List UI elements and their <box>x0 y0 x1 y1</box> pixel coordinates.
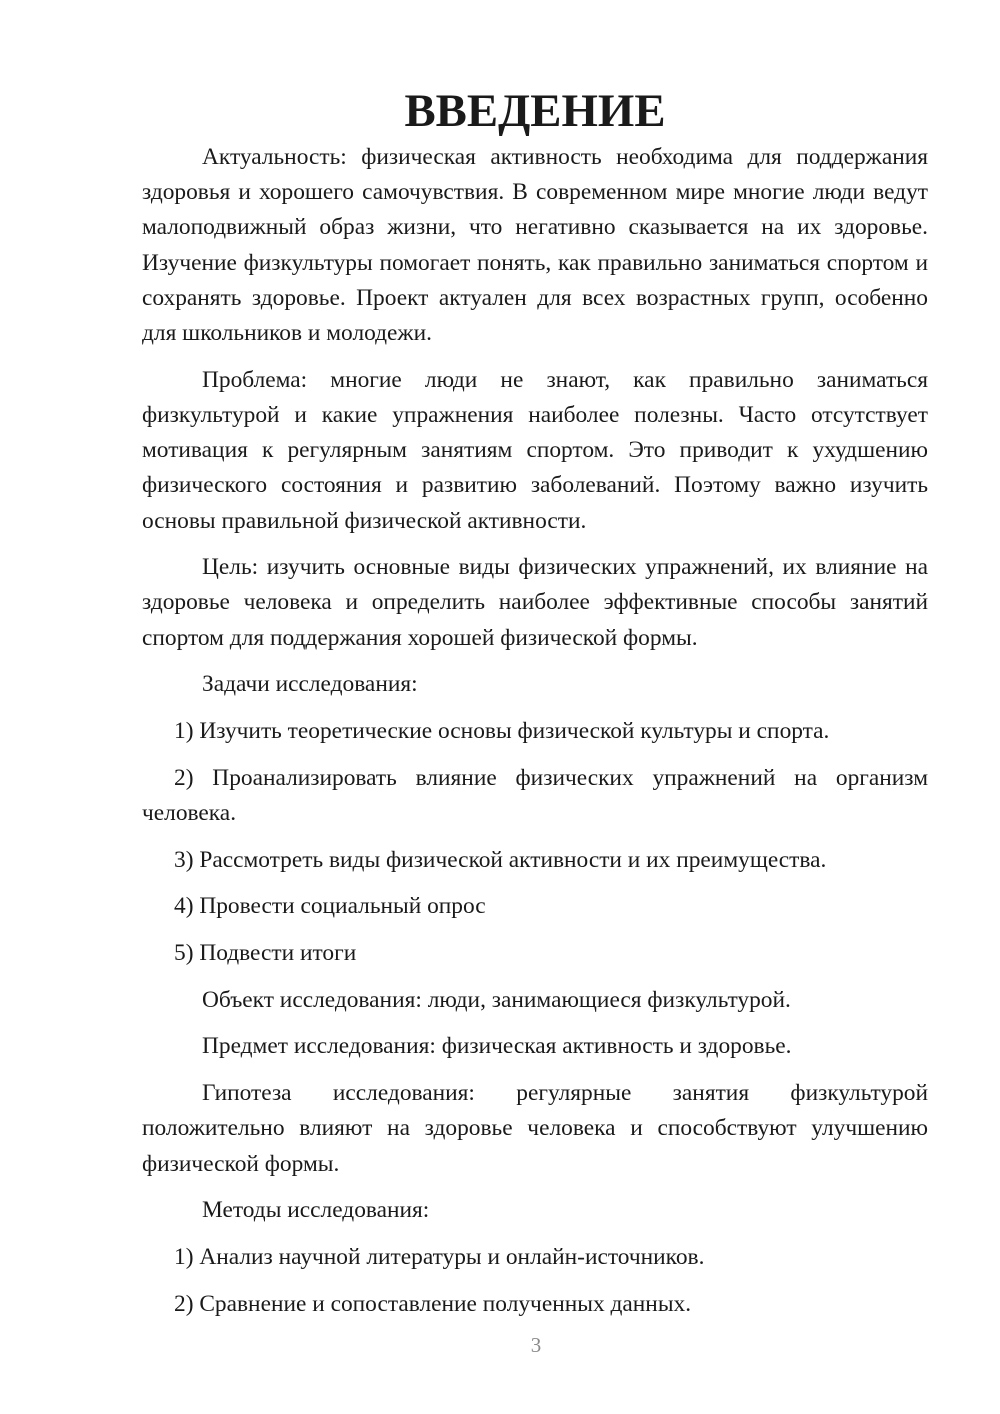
goal-paragraph: Цель: изучить основные виды физических упражнений, их влияние на здоровье человека и определить наиболее эффективные способы занятий спортом для поддержания хорошей физической формы. <box>142 554 928 651</box>
task-item-4: 4) Провести социальный опрос <box>174 893 486 920</box>
task-item-2: 2) Проанализировать влияние физических упражнений на организм человека. <box>142 764 928 826</box>
methods-heading: Методы исследования: <box>202 1197 430 1224</box>
page-number: 3 <box>530 1333 542 1357</box>
subject-paragraph: Предмет исследования: физическая активность и здоровье. <box>202 1033 792 1060</box>
method-item-2: 2) Сравнение и сопоставление полученных данных. <box>174 1290 692 1317</box>
problem-paragraph: Проблема: многие люди не знают, как правильно заниматься физкультурой и какие упражнения наиболее полезны. Часто отсутствует мотивация к регулярным занятиям спортом. Это приводит к ухудшению физического состояния и развитию заболеваний. Поэтому важно изучить основы правильной физической активности. <box>142 366 928 534</box>
page-title: ВВЕДЕНИЕ <box>404 85 666 137</box>
method-item-1: 1) Анализ научной литературы и онлайн-источников. <box>174 1243 705 1270</box>
task-item-5: 5) Подвести итоги <box>174 940 357 967</box>
document-body <box>142 85 928 1333</box>
hypothesis-paragraph: Гипотеза исследования: регулярные занятия физкультурой положительно влияют на здоровье человека и способствуют улучшению физической формы. <box>142 1080 928 1177</box>
tasks-heading: Задачи исследования: <box>202 671 418 698</box>
task-item-1: 1) Изучить теоретические основы физической культуры и спорта. <box>174 718 830 745</box>
task-item-3: 3) Рассмотреть виды физической активности и их преимущества. <box>174 846 827 873</box>
object-paragraph: Объект исследования: люди, занимающиеся физкультурой. <box>202 986 791 1013</box>
relevance-paragraph: Актуальность: физическая активность необходима для поддержания здоровья и хорошего самочувствия. В современном мире многие люди ведут малоподвижный образ жизни, что негативно сказывается на их здоровье. Изучение физкультуры помогает понять, как правильно заниматься спортом и сохранять здоровье. Проект актуален для всех возрастных групп, особенно для школьников и молодежи. <box>142 144 928 347</box>
